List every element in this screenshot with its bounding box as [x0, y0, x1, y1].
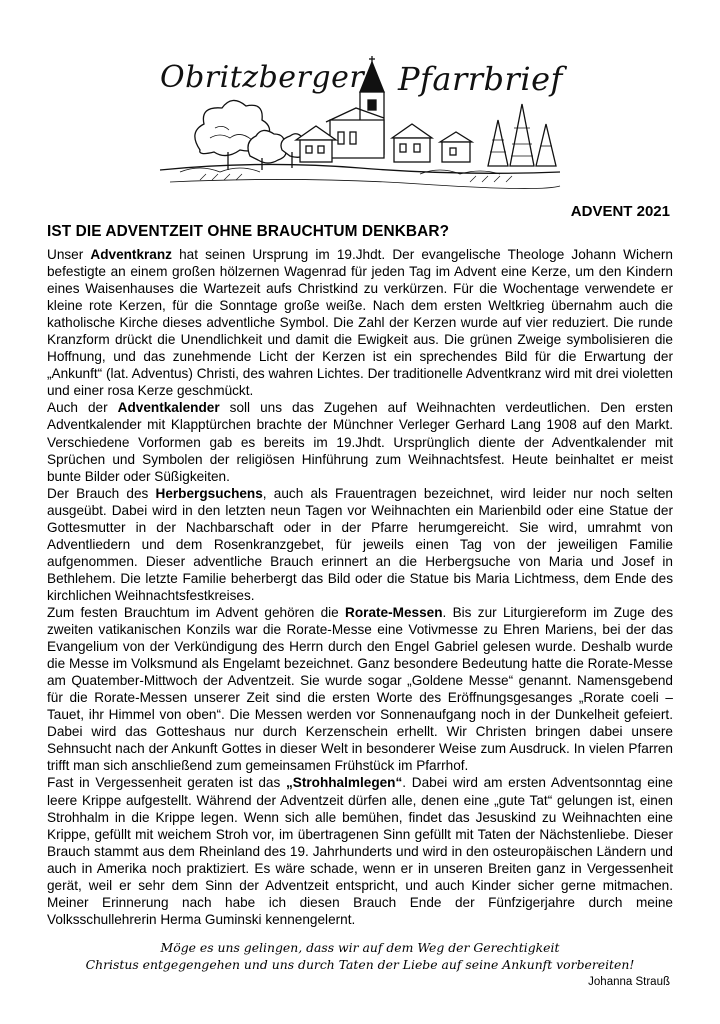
masthead: [0, 0, 720, 200]
paragraph-keyword: Adventkranz: [90, 247, 172, 262]
paragraph-text: soll uns das Zugehen auf Weihnachten verdeutlichen. Den ersten Adventkalender mit Klapptürchen brachte der Münchner Verleger Gerhard Lang 1908 auf den Markt. Verschiedene Vorformen gab es bereits im 19.Jhdt. Ursprünglich diente der Adventkalender mit Sprüchen und Symbolen der religiösen Hinführung zum Weihnachtsfest. Heute beinhaltet er meist bunte Bilder oder Süßigkeiten.: [47, 400, 673, 484]
blessing-line-1: Möge es uns gelingen, dass wir auf dem Weg der Gerechtigkeit: [160, 940, 560, 955]
masthead-title-left: Obritzberger: [160, 60, 365, 95]
paragraph-text: , auch als Frauentragen bezeichnet, wird leider nur noch selten ausgeübt. Dabei wird in den letzten neun Tagen vor Weihnachten ein Marienbild oder eine Statue der Gottesmutter in der Nachbarschaft oder in der Pfarre herumgereicht. Sie wird, umrahmt von Adventliedern und dem Rosenkranzgebet, für jeweils einen Tag von der jeweiligen Familie aufgenommen. Dieser adventliche Brauch erinnert an die Herbergsuche von Maria und Josef in Bethlehem. Die letzte Familie beherbergt das Bild oder die Statue bis Maria Lichtmess, dem Ende des kirchlichen Weihnachtsfestkreises.: [47, 485, 673, 603]
paragraph-adventkranz: [47, 246, 673, 399]
paragraph-text: . Bis zur Liturgiereform im Zuge des zweiten vatikanischen Konzils war die Rorate-Messe eine Votivmesse zu Ehren Mariens, bei der das Evangelium von der Verkündigung des Herrn durch den Engel Gabriel gelesen wurde. Deshalb wurde die Messe im Volksmund als Engelamt bezeichnet. Ganz besondere Bedeutung hatte die Rorate-Messe am Quatember-Mittwoch der Adventzeit. Sie wurde sogar „Goldene Messe“ genannt. Namensgebend für die Rorate-Messen unserer Zeit sind die ersten Worte des Eröffnungsgesanges „Rorate coeli – Tauet, ihr Himmel von oben“. Die Messen werden vor Sonnenaufgang noch in der Dunkelheit gefeiert. Dabei wird das Gotteshaus nur durch Kerzenschein erhellt. Wir Christen bringen dabei unsere Sehnsucht nach der Ankunft Gottes in dieser Welt in besonderer Weise zum Ausdruck. In vielen Pfarren trifft man sich anschließend zum gemeinsamen Frühstück im Pfarrhof.: [47, 604, 673, 774]
paragraph-strohhalmlegen: [47, 774, 673, 927]
paragraph-text: . Dabei wird am ersten Adventsonntag eine leere Krippe aufgestellt. Während der Adventzeit dürfen alle, denen eine „gute Tat“ gelungen ist, einen Strohhalm in die Krippe legen. Wenn sich alle bemühen, findet das Jesuskind zu Weihnachten eine Krippe, gefüllt mit weichem Stroh vor, im übertragenen Sinn gefüllt mit Taten der Nächstenliebe. Dieser Brauch stammt aus dem Rheinland des 19. Jahrhunderts und wird in den osteuropäischen Ländern und auch in Amerika noch praktiziert. Es wäre schade, wenn er in unseren Breiten ganz in Vergessenheit gerät, weil er sehr dem Sinn der Adventzeit entspricht, und auch Kinder sicher gerne mitmachen. Meiner Erinnerung nach habe ich diesen Brauch Ende der Fünfzigerjahre durch meine Volksschullehrerin Herma Guminski kennengelernt.: [47, 775, 673, 927]
paragraph-lead: Unser: [47, 247, 91, 262]
paragraph-lead: Zum festen Brauchtum im Advent gehören die: [47, 604, 346, 620]
paragraph-keyword: Rorate-Messen: [345, 604, 443, 620]
paragraph-keyword: Herbergsuchens: [155, 485, 263, 501]
paragraph-rorate: [47, 604, 673, 774]
paragraph-text: hat seinen Ursprung im 19.Jhdt. Der evangelische Theologe Johann Wichern befestigte an einem großen hölzernen Wagenrad für jeden Tag im Advent eine Kerze, um den Kindern eines Waisenhauses die Wartezeit aufs Christkind zu verkürzen. Für die Wochentage verwendete er kleine rote Kerzen, für die Sonntage große weiße. Nach dem ersten Weltkrieg übernahm auch die katholische Kirche dieses adventliche Symbol. Die Zahl der Kerzen wurde auf vier reduziert. Die runde Kranzform drückt die Unendlichkeit und damit die Ewigkeit aus. Die grünen Zweige symbolisieren die Hoffnung, und das zunehmende Licht der Kerzen ist ein sprechendes Bild für die Erwartung der „Ankunft“ (lat. Adventus) Christi, des wahren Lichtes. Der traditionelle Adventkranz wird mit drei violetten und einer rosa Kerze geschmückt.: [47, 247, 673, 399]
paragraph-lead: Fast in Vergessenheit geraten ist das: [47, 775, 286, 791]
masthead-title-right: Pfarrbrief: [398, 60, 563, 98]
paragraph-lead: Der Brauch des: [47, 485, 156, 501]
paragraph-keyword: „Strohhalmlegen“: [285, 775, 403, 791]
paragraph-keyword: Adventkalender: [117, 400, 220, 416]
issue-label: ADVENT 2021: [570, 203, 670, 220]
author-signature: Johanna Strauß: [588, 976, 670, 988]
paragraph-herbergsuchen: [47, 485, 673, 604]
article-body: [47, 246, 673, 928]
blessing-line-2: Christus entgegengehen und uns durch Taten der Liebe auf seine Ankunft vorbereiten!: [85, 957, 635, 972]
paragraph-lead: Auch der: [47, 400, 118, 416]
blessing: [47, 939, 673, 973]
article-headline: IST DIE ADVENTZEIT OHNE BRAUCHTUM DENKBAR?: [47, 223, 450, 240]
paragraph-adventkalender: [47, 399, 673, 484]
church-village-illustration: [0, 0, 720, 200]
